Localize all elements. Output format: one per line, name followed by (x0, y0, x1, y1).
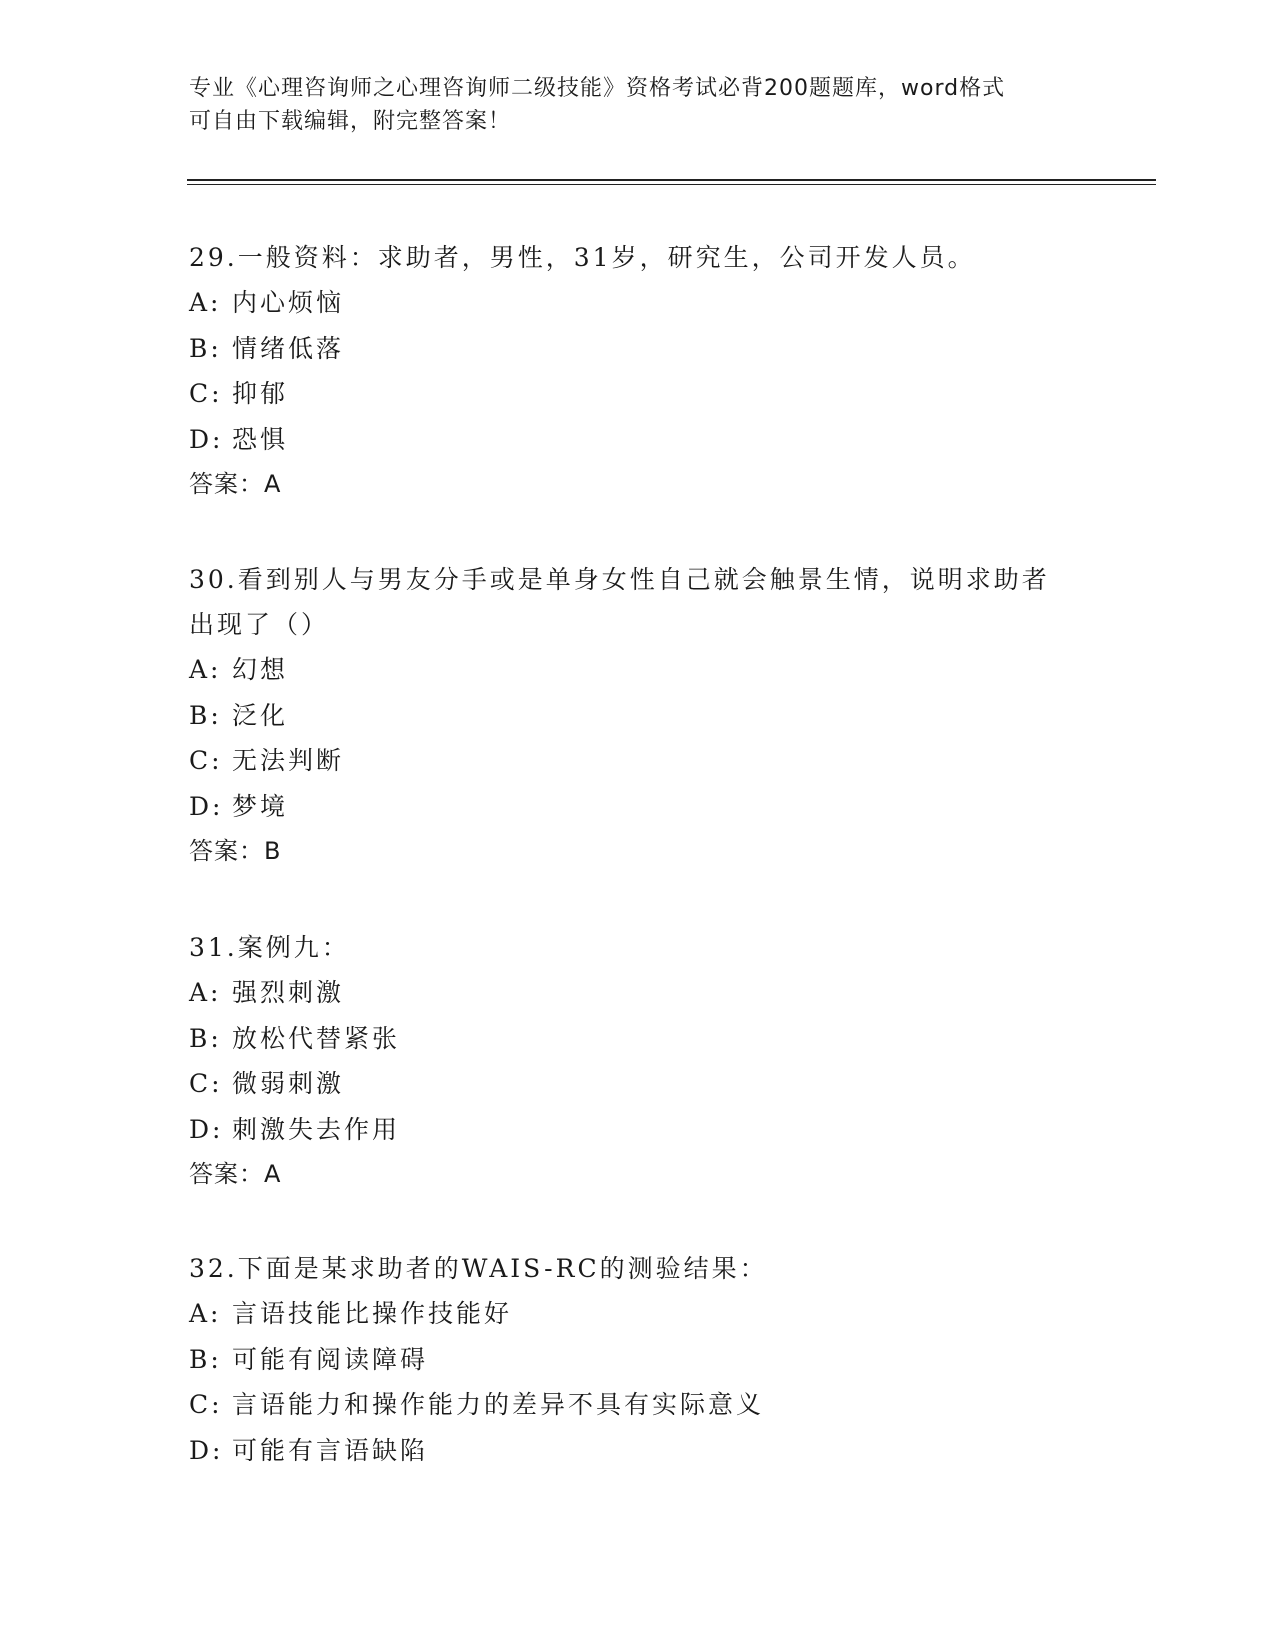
option-letter: B: (189, 700, 222, 730)
option-text: 刺激失去作用 (232, 1114, 401, 1144)
option-letter: C: (189, 746, 223, 775)
header-divider-thick (187, 179, 1156, 181)
question-stem: 31.案例九： (189, 933, 350, 962)
header-divider-thin (187, 184, 1156, 185)
option-text: 恐惧 (232, 424, 289, 454)
question-29 (189, 235, 1089, 508)
option-a (189, 280, 1089, 326)
option-text: 幻想 (232, 655, 289, 684)
question-stem-line-2: 出现了（） (189, 610, 330, 639)
question-stem: 32.下面是某求助者的WAIS-RC的测验结果： (189, 1254, 768, 1283)
option-letter: D: (189, 1435, 224, 1465)
option-letter: A: (189, 978, 222, 1007)
answer-line: 答案：A (189, 1160, 282, 1188)
document-header (189, 72, 1089, 138)
option-text: 抑郁 (232, 379, 289, 408)
option-text: 可能有阅读障碍 (232, 1344, 429, 1374)
option-c (189, 371, 1089, 417)
question-stem: 29.一般资料：求助者，男性，31岁，研究生，公司开发人员。 (189, 243, 976, 272)
option-text: 强烈刺激 (232, 978, 345, 1007)
option-a (189, 1291, 1089, 1337)
option-b (189, 693, 1089, 739)
option-letter: D: (189, 791, 224, 821)
option-b (189, 1337, 1089, 1383)
option-letter: D: (189, 1114, 224, 1144)
option-b (189, 1016, 1089, 1062)
option-letter: A: (189, 288, 222, 317)
option-letter: A: (189, 1299, 222, 1328)
option-letter: B: (189, 333, 222, 363)
answer-line: 答案：B (189, 837, 282, 865)
option-letter: B: (189, 1023, 222, 1053)
option-c (189, 1061, 1089, 1107)
option-d (189, 417, 1089, 463)
option-letter: C: (189, 1069, 223, 1098)
option-text: 情绪低落 (232, 333, 345, 363)
option-a (189, 970, 1089, 1016)
option-text: 无法判断 (232, 746, 345, 775)
option-text: 梦境 (232, 791, 289, 821)
option-text: 泛化 (232, 700, 289, 730)
question-30 (189, 557, 1089, 875)
header-line-1: 专业《心理咨询师之心理咨询师二级技能》资格考试必背200题题库，word格式 (189, 76, 1006, 101)
question-31 (189, 925, 1089, 1198)
answer-line: 答案：A (189, 470, 282, 498)
question-stem-line-1: 30.看到别人与男友分手或是单身女性自己就会触景生情，说明求助者 (189, 565, 1050, 594)
option-text: 言语技能比操作技能好 (232, 1299, 513, 1328)
option-text: 放松代替紧张 (232, 1023, 401, 1053)
option-letter: C: (189, 1390, 223, 1419)
option-letter: D: (189, 424, 224, 454)
option-text: 内心烦恼 (232, 288, 345, 317)
question-32 (189, 1246, 1089, 1473)
option-b (189, 326, 1089, 372)
option-a (189, 647, 1089, 693)
option-d (189, 1107, 1089, 1153)
option-letter: C: (189, 379, 223, 408)
option-text: 微弱刺激 (232, 1069, 345, 1098)
option-letter: A: (189, 655, 222, 684)
option-letter: B: (189, 1344, 222, 1374)
option-c (189, 1382, 1089, 1428)
option-text: 可能有言语缺陷 (232, 1435, 429, 1465)
option-text: 言语能力和操作能力的差异不具有实际意义 (232, 1390, 765, 1419)
option-d (189, 1428, 1089, 1474)
option-c (189, 738, 1089, 784)
option-d (189, 784, 1089, 830)
header-line-2: 可自由下载编辑，附完整答案！ (189, 109, 512, 134)
